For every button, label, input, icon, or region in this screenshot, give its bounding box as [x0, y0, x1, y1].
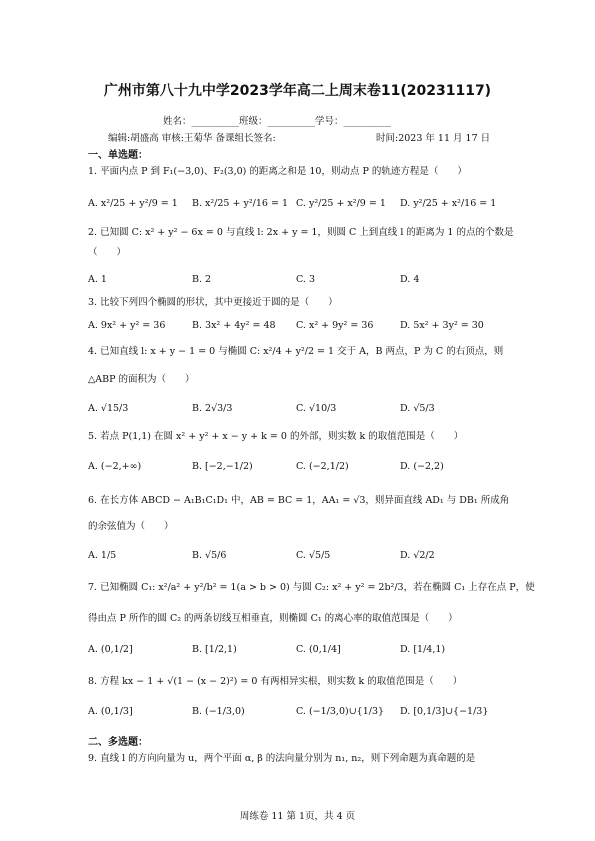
editor-line: 编辑:胡盛高 审核:王菊华 备课组长签名:: [108, 133, 276, 144]
option-c: C. √5/5: [296, 550, 331, 561]
option-c: C. 3: [296, 274, 316, 285]
option-b: B. x²/25 + y²/16 = 1: [192, 198, 288, 209]
question-7-options: [88, 644, 555, 655]
option-d: D. 5x² + 3y² = 30: [400, 320, 484, 331]
option-d: D. y²/25 + x²/16 = 1: [400, 198, 497, 209]
question-4-options: [88, 403, 555, 414]
option-a: A. (0,1/2]: [88, 644, 133, 655]
option-a: A. 1/5: [88, 550, 117, 561]
option-a: A. (−2,+∞): [88, 461, 142, 472]
option-b: B. (−1/3,0): [192, 706, 245, 717]
page-footer: 周练卷 11 第 1页，共 4 页: [239, 811, 356, 822]
question-4-stem: 4. 已知直线 l: x + y − 1 = 0 与椭圆 C: x²/4 + y²/2 = 1 交于 A，B 两点，P 为 C 的右顶点，则: [88, 346, 504, 357]
option-c: C. y²/25 + x²/9 = 1: [296, 198, 386, 209]
question-5-options: [88, 461, 555, 472]
section-single-choice: 一、单选题：: [88, 150, 148, 161]
question-7-stem: 7. 已知椭圆 C₁: x²/a² + y²/b² = 1(a > b > 0) 与圆 C₂: x² + y² = 2b²/3，若在椭圆 C₁ 上存在点 P，使: [88, 582, 535, 593]
option-b: B. 2√3/3: [192, 403, 233, 414]
option-b: B. 2: [192, 274, 212, 285]
question-2-stem-cont: （ ）: [88, 247, 127, 258]
question-8-stem: 8. 方程 kx − 1 + √(1 − (x − 2)²) = 0 有两相异实根，则实数 k 的取值范围是（ ）: [88, 676, 463, 687]
question-2-stem: 2. 已知圆 C: x² + y² − 6x = 0 与直线 l: 2x + y = 1，则圆 C 上到直线 l 的距离为 1 的点的个数是: [88, 227, 514, 238]
option-c: C. x² + 9y² = 36: [296, 320, 374, 331]
option-d: D. (−2,2): [400, 461, 444, 472]
option-b: B. √5/6: [192, 550, 227, 561]
question-3-stem: 3. 比较下列四个椭圆的形状，其中更接近于圆的是（ ）: [88, 297, 338, 308]
option-d: D. [0,1/3]∪{−1/3}: [400, 706, 489, 717]
page-title: 广州市第八十九中学2023学年高二上周末卷11(20231117): [103, 83, 492, 99]
option-d: D. √2/2: [400, 550, 435, 561]
option-a: A. √15/3: [88, 403, 129, 414]
option-a: A. 9x² + y² = 36: [88, 320, 166, 331]
option-d: D. 4: [400, 274, 420, 285]
student-info-fields: 姓名：__________班级：__________学号：__________: [163, 116, 392, 127]
option-c: C. (0,1/4]: [296, 644, 341, 655]
question-3-options: [88, 320, 555, 331]
option-b: B. [−2,−1/2): [192, 461, 253, 472]
option-a: A. x²/25 + y²/9 = 1: [88, 198, 178, 209]
question-9-stem: 9. 直线 l 的方向向量为 u，两个平面 α, β 的法向量分别为 n₁, n₂，则下列命题为真命题的是: [88, 753, 476, 764]
question-2-options: [88, 274, 555, 285]
question-8-options: [88, 706, 555, 717]
option-d: D. [1/4,1): [400, 644, 446, 655]
option-b: B. [1/2,1): [192, 644, 237, 655]
question-1-stem: 1. 平面内点 P 到 F₁(−3,0)、F₂(3,0) 的距离之和是 10，则动点 P 的轨迹方程是（ ）: [88, 166, 467, 177]
question-7-stem-cont: 得由点 P 所作的圆 C₂ 的两条切线互相垂直，则椭圆 C₁ 的离心率的取值范围是（ ）: [88, 613, 458, 624]
section-multiple-choice: 二、多选题：: [88, 737, 148, 748]
option-b: B. 3x² + 4y² = 48: [192, 320, 276, 331]
question-6-stem: 6. 在长方体 ABCD − A₁B₁C₁D₁ 中，AB = BC = 1，AA₁ = √3，则异面直线 AD₁ 与 DB₁ 所成角: [88, 495, 510, 506]
question-6-stem-cont: 的余弦值为（ ）: [88, 521, 174, 532]
question-6-options: [88, 550, 555, 561]
option-d: D. √5/3: [400, 403, 435, 414]
option-a: A. (0,1/3]: [88, 706, 133, 717]
question-4-stem-cont: △ABP 的面积为（ ）: [88, 374, 195, 385]
date-line: 时间:2023 年 11 月 17 日: [376, 133, 491, 144]
question-5-stem: 5. 若点 P(1,1) 在圆 x² + y² + x − y + k = 0 的外部，则实数 k 的取值范围是（ ）: [88, 431, 464, 442]
option-c: C. (−1/3,0)∪{1/3}: [296, 706, 385, 717]
option-c: C. √10/3: [296, 403, 337, 414]
option-a: A. 1: [88, 274, 107, 285]
option-c: C. (−2,1/2): [296, 461, 349, 472]
question-1-options: [88, 198, 555, 209]
